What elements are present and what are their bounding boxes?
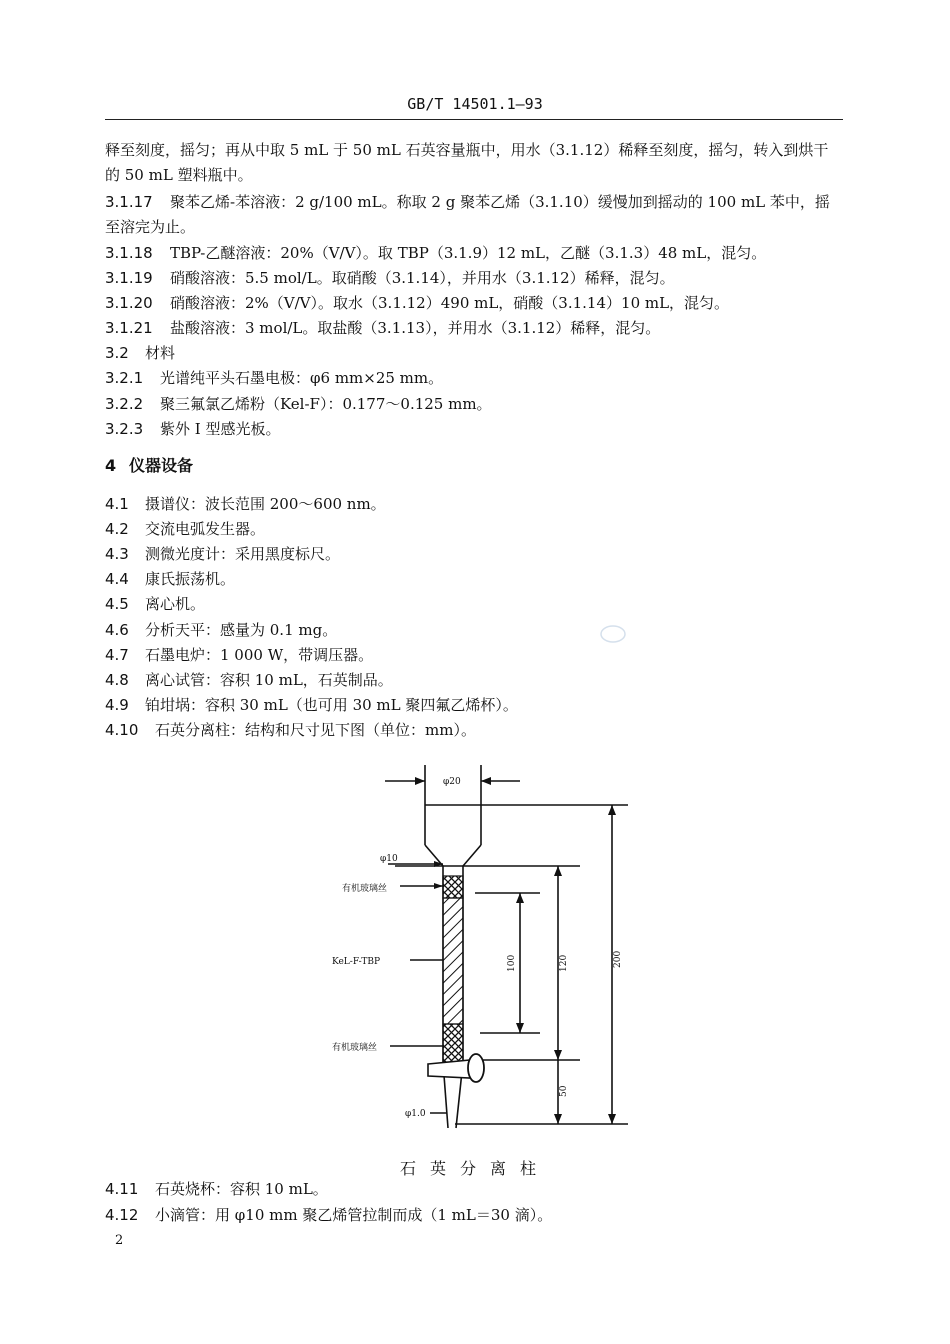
label-dim100: 100	[507, 954, 517, 972]
clause-4-10: 4.10 石英分离柱：结构和尺寸见下图（单位：mm）。	[105, 721, 476, 739]
clause-3-1-19: 3.1.19 硝酸溶液：5.5 mol/L。取硝酸（3.1.14），并用水（3.1.12）稀释，混匀。	[105, 269, 675, 287]
clause-4-8: 4.8 离心试管：容积 10 mL，石英制品。	[105, 671, 393, 689]
clause-4-4: 4.4 康氏振荡机。	[105, 570, 236, 588]
clause-4-7: 4.7 石墨电炉：1 000 W，带调压器。	[105, 646, 374, 664]
text-line: 至溶完为止。	[105, 218, 196, 236]
label-dim120: 120	[559, 954, 569, 972]
clause-3-2-1: 3.2.1 光谱纯平头石墨电极：φ6 mm×25 mm。	[105, 369, 444, 387]
clause-4-6: 4.6 分析天平：感量为 0.1 mg。	[105, 621, 338, 639]
label-glass-wool-top: 有机玻璃丝	[342, 884, 388, 894]
page-header: GB/T 14501.1—93	[407, 95, 543, 113]
label-d20: φ20	[443, 777, 461, 787]
clause-3-1-18: 3.1.18 TBP-乙醚溶液：20%（V/V）。取 TBP（3.1.9）12 mL，乙醚（3.1.3）48 mL，混匀。	[105, 244, 767, 262]
clause-4-5: 4.5 离心机。	[105, 595, 206, 613]
clause-3-1-21: 3.1.21 盐酸溶液：3 mol/L。取盐酸（3.1.13），并用水（3.1.12）稀释，混匀。	[105, 319, 661, 337]
text-line: 释至刻度，摇匀；再从中取 5 mL 于 50 mL 石英容量瓶中，用水（3.1.12）稀释至刻度，摇匀，转入到烘干	[105, 141, 829, 159]
label-dim50: 50	[559, 1085, 569, 1097]
label-kelf: KeL-F-TBP	[332, 957, 381, 967]
clause-3-2-3: 3.2.3 紫外 I 型感光板。	[105, 420, 281, 438]
label-dim200: 200	[613, 950, 623, 968]
text-line: 的 50 mL 塑料瓶中。	[105, 166, 253, 184]
figure-caption: 石英分离柱	[399, 1159, 550, 1178]
clause-3-2: 3.2 材料	[105, 344, 176, 362]
label-glass-wool-bottom: 有机玻璃丝	[332, 1043, 378, 1053]
label-d1: φ1.0	[405, 1109, 426, 1119]
clause-4-2: 4.2 交流电弧发生器。	[105, 520, 266, 538]
clause-4-1: 4.1 摄谱仪：波长范围 200～600 nm。	[105, 495, 386, 513]
clause-4-11: 4.11 石英烧杯：容积 10 mL。	[105, 1180, 328, 1198]
label-d10: φ10	[380, 854, 398, 864]
clause-4-9: 4.9 铂坩埚：容积 30 mL（也可用 30 mL 聚四氟乙烯杯）。	[105, 696, 518, 714]
clause-3-2-2: 3.2.2 聚三氟氯乙烯粉（Kel-F）：0.177～0.125 mm。	[105, 395, 492, 413]
section-4-heading: 4 仪器设备	[105, 456, 194, 475]
clause-3-1-17: 3.1.17 聚苯乙烯-苯溶液：2 g/100 mL。称取 2 g 聚苯乙烯（3.1.10）缓慢加到摇动的 100 mL 苯中，摇	[105, 193, 830, 211]
page-number: 2	[115, 1233, 124, 1248]
clause-4-3: 4.3 测微光度计：采用黑度标尺。	[105, 545, 341, 563]
clause-4-12: 4.12 小滴管：用 φ10 mm 聚乙烯管拉制而成（1 mL＝30 滴）。	[105, 1206, 553, 1224]
clause-3-1-20: 3.1.20 硝酸溶液：2%（V/V）。取水（3.1.12）490 mL，硝酸（3.1.14）10 mL，混匀。	[105, 294, 730, 312]
